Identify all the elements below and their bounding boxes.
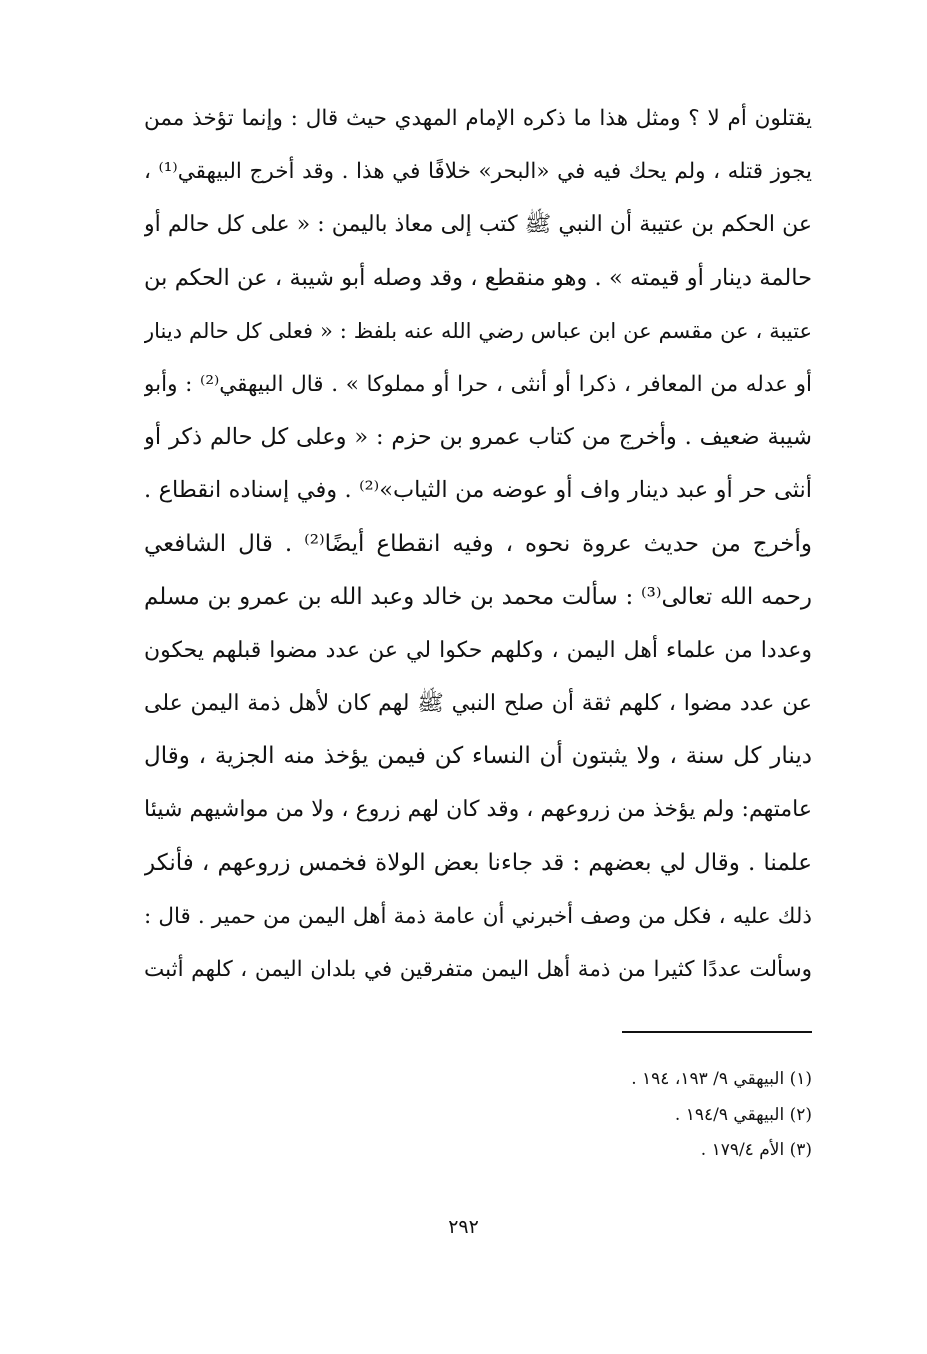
main-text bbox=[144, 92, 812, 996]
footnote-3: (٣) الأم ١٧٩/٤ . bbox=[700, 1140, 812, 1160]
text-line: دينار كل سنة ، ولا يثبتون أن النساء كن فيمن يؤخذ منه الجزية ، وقال bbox=[144, 743, 812, 770]
text-line: رحمه الله تعالى⁽³⁾ : سألت محمد بن خالد وعبد الله بن عمرو بن مسلم bbox=[144, 583, 812, 610]
text-line: عن الحكم بن عتيبة أن النبي ﷺ كتب إلى معاذ باليمن : « على كل حالم أو bbox=[144, 212, 812, 238]
text-line: وعددا من علماء أهل اليمن ، وكلهم حكوا لي عن عدد مضوا قبلهم يحكون bbox=[144, 637, 812, 663]
text-line: عن عدد مضوا ، كلهم ثقة أن صلح النبي ﷺ لهم كان لأهل ذمة اليمن على bbox=[144, 691, 812, 717]
text-line: يقتلون أم لا ؟ ومثل هذا ما ذكره الإمام المهدي حيث قال : وإنما تؤخذ ممن bbox=[144, 106, 812, 131]
footnote-1: (١) البيهقي ٩/ ١٩٣، ١٩٤ . bbox=[631, 1069, 812, 1089]
footnotes bbox=[300, 1062, 812, 1169]
text-line: وأخرج من حديث عروة نحوه ، وفيه انقطاع أيضًا⁽²⁾ . قال الشافعي bbox=[144, 530, 812, 557]
text-line: ذلك عليه ، فكل من وصف أخبرني أن عامة ذمة أهل اليمن من حمير . قال : bbox=[144, 903, 812, 929]
text-line: عتيبة ، عن مقسم عن ابن عباس رضي الله عنه بلفظ : « فعلى كل حالم دينار bbox=[144, 318, 812, 343]
text-line: وسألت عددًا كثيرا من ذمة أهل اليمن متفرقين في بلدان اليمن ، كلهم أثبت bbox=[144, 957, 812, 982]
text-line: علمنا . وقال لي بعضهم : قد جاءنا بعض الولاة فخمس زروعهم ، فأنكر bbox=[144, 849, 812, 876]
page-number: ٢٩٢ bbox=[448, 1216, 479, 1238]
text-line: حالمة دينار أو قيمته » . وهو منقطع ، وقد وصله أبو شيبة ، عن الحكم بن bbox=[144, 264, 812, 291]
text-line: يجوز قتله ، ولم يحك فيه في «البحر» خلافًا في هذا . وقد أخرج البيهقي⁽¹⁾ ، bbox=[144, 159, 812, 185]
footnote-separator bbox=[622, 1031, 812, 1033]
text-line: أنثى حر أو عبد دينار واف أو عوضه من الثياب»⁽²⁾ . وفي إسناده انقطاع . bbox=[144, 477, 812, 504]
text-line: أو عدله من المعافر ، ذكرا أو أنثى ، حرا أو مملوكا » . قال البيهقي⁽²⁾ : وأبو bbox=[144, 371, 812, 397]
text-line: شيبة ضعيف . وأخرج من كتاب عمرو بن حزم : « وعلى كل حالم ذكر أو bbox=[144, 424, 812, 451]
footnote-2: (٢) البيهقي ١٩٤/٩ . bbox=[674, 1104, 812, 1125]
text-line: عامتهم: ولم يؤخذ من زروعهم ، وقد كان لهم زروع ، ولا من مواشيهم شيئا bbox=[144, 797, 812, 823]
